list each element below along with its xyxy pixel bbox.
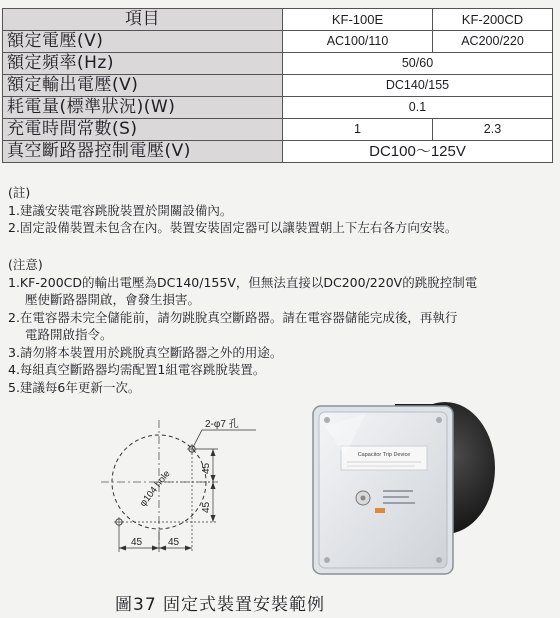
notes-section xyxy=(8,184,457,237)
table-row xyxy=(3,31,553,53)
spec-table xyxy=(2,8,553,163)
caution-section xyxy=(8,256,477,396)
row-label: 額定頻率(Hz) xyxy=(3,53,283,75)
dim-horizontal-left: 45 xyxy=(131,537,143,548)
row-value: 0.1 xyxy=(283,97,553,119)
header-item: 項目 xyxy=(3,9,283,31)
dim-horizontal-right: 45 xyxy=(168,537,180,548)
caution-item: 2.在電容器未完全儲能前，請勿跳脫真空斷路器。請在電容器儲能完成後，再執行 xyxy=(8,309,458,325)
table-row xyxy=(3,119,553,141)
table-row xyxy=(3,141,553,163)
caution-item-continued: 壓使斷路器開啟，會發生損害。 xyxy=(25,292,201,307)
row-value: AC100/110 xyxy=(283,31,433,53)
row-value: 2.3 xyxy=(433,119,553,141)
row-value: DC140/155 xyxy=(283,75,553,97)
header-model-1: KF-100E xyxy=(283,9,433,31)
device-photo xyxy=(305,386,505,581)
hole-note: 2-φ7 孔 xyxy=(205,419,239,430)
indicator-lamp xyxy=(375,508,385,513)
mounting-drawing xyxy=(86,412,296,562)
table-header-row xyxy=(3,9,553,31)
row-value: DC100～125V xyxy=(283,141,553,163)
diameter-label: φ104 hole xyxy=(137,468,173,509)
row-label: 充電時間常數(S) xyxy=(3,119,283,141)
row-value: 1 xyxy=(283,119,433,141)
nameplate-text: Capacitor Trip Device xyxy=(357,452,411,458)
caution-heading: (注意) xyxy=(8,257,43,272)
caution-item: 5.建議每6年更新一次。 xyxy=(8,379,141,395)
row-label: 額定電壓(V) xyxy=(3,31,283,53)
note-item: 1.建議安裝電容跳脫裝置於開關設備內。 xyxy=(8,202,233,218)
notes-heading: (註) xyxy=(8,185,31,200)
row-label: 真空斷路器控制電壓(V) xyxy=(3,141,283,163)
caution-item-continued: 電路開啟指令。 xyxy=(25,327,113,342)
dim-vertical-top: 45 xyxy=(201,462,212,474)
row-label: 耗電量(標準狀況)(W) xyxy=(3,97,283,119)
note-item: 2.固定設備裝置未包含在內。裝置安裝固定器可以讓裝置朝上下左右各方向安裝。 xyxy=(8,220,458,235)
dim-vertical-bottom: 45 xyxy=(201,501,212,513)
table-row xyxy=(3,75,553,97)
header-model-2: KF-200CD xyxy=(433,9,553,31)
row-value: 50/60 xyxy=(283,53,553,75)
row-label: 額定輸出電壓(V) xyxy=(3,75,283,97)
caution-item: 1.KF-200CD的輸出電壓為DC140/155V，但無法直接以DC200/220V的跳脫控制電 xyxy=(8,274,478,290)
figure-caption: 圖37 固定式裝置安裝範例 xyxy=(115,595,326,615)
row-value: AC200/220 xyxy=(433,31,553,53)
table-row xyxy=(3,97,553,119)
caution-item: 4.每組真空斷路器均需配置1組電容跳脫裝置。 xyxy=(8,362,266,377)
nameplate xyxy=(341,446,427,470)
table-row xyxy=(3,53,553,75)
caution-item: 3.請勿將本裝置用於跳脫真空斷路器之外的用途。 xyxy=(8,344,283,360)
